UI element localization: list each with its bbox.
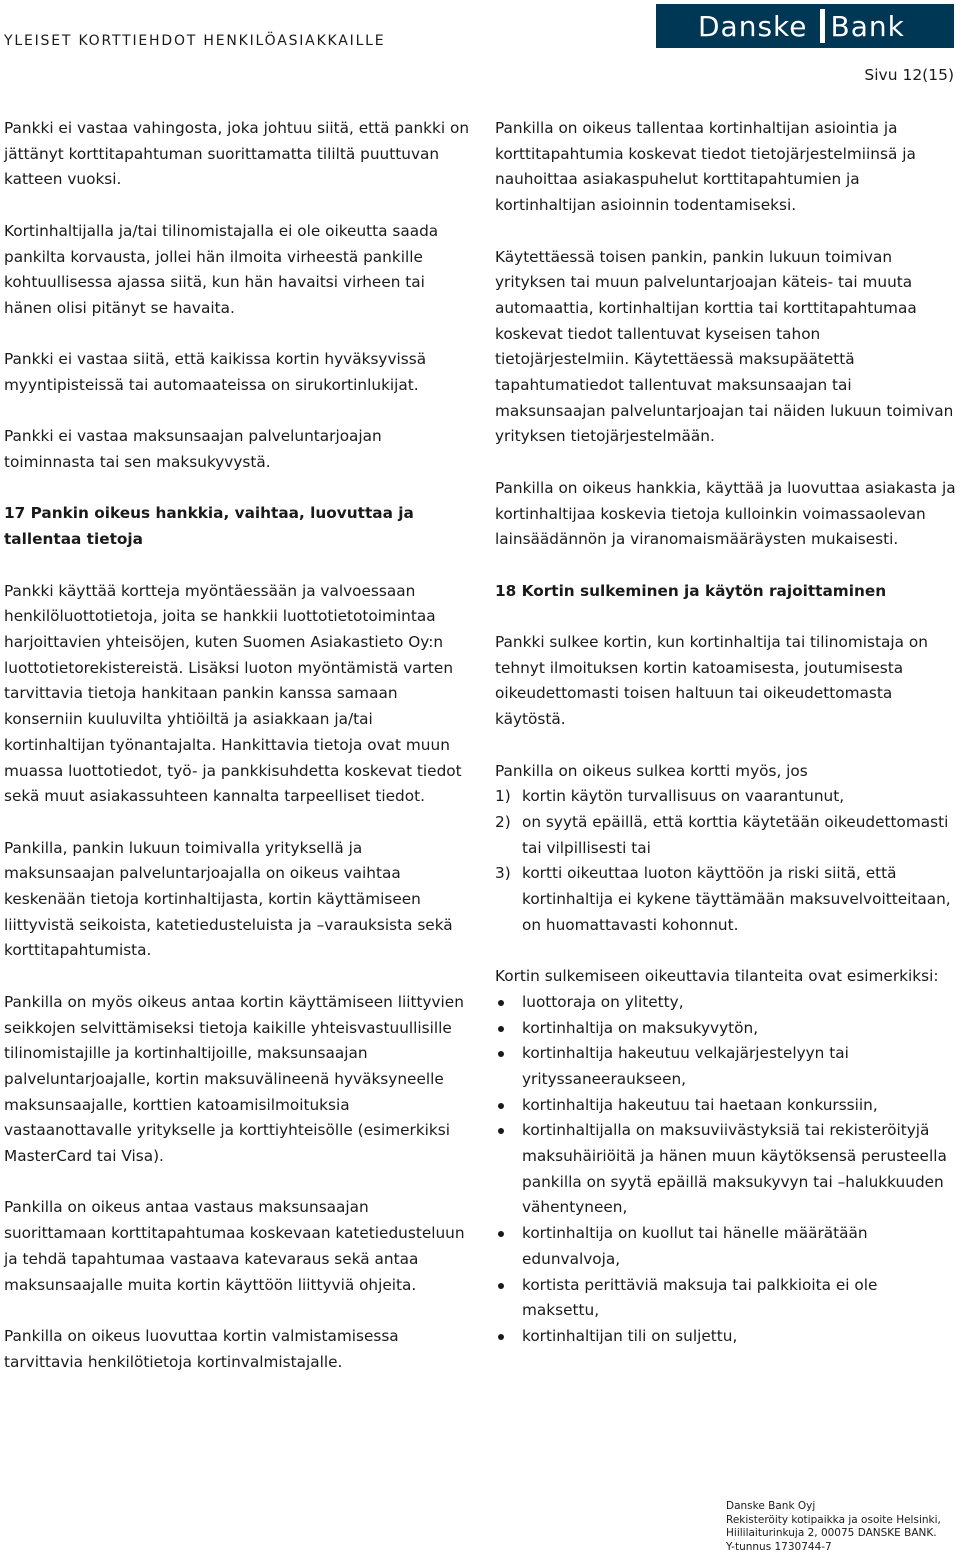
numbered-list-item	[495, 810, 957, 861]
bullet-list-item	[495, 1016, 957, 1042]
danske-bank-logo	[656, 4, 954, 48]
list-item-text: kortinhaltijan tili on suljettu,	[522, 1326, 738, 1345]
list-item-text: kortin käytön turvallisuus on vaarantunut,	[522, 787, 845, 806]
bullet-list-item	[495, 1273, 957, 1324]
section-heading-18: 18 Kortin sulkeminen ja käytön rajoittaminen	[495, 581, 887, 600]
bullet-icon	[498, 1026, 504, 1032]
bullet-list-item	[495, 1093, 957, 1119]
bullet-list-item	[495, 1118, 957, 1221]
paragraph: Pankki käyttää kortteja myöntäessään ja valvoessaan henkilöluottotietoja, joita se hankkii luottotietotoimintaa harjoittavien yhteisöjen, kuten Suomen Asiakastieto Oy:n luottotietorekistereistä. Lisäksi luoton myöntämistä varten tarvittavia tietoja hankitaan pankin kanssa samaan konserniin kuuluvilta yhtiöiltä ja asiakkaan ja/tai kortinhaltijan työnantajalta. Hankittavia tietoja ovat muun muassa luottotiedot, työ- ja pankkisuhdetta koskevat tiedot sekä muut asiakassuhteen kannalta tarpeelliset tiedot.	[4, 581, 462, 806]
paragraph: Kortinhaltijalla ja/tai tilinomistajalla ei ole oikeutta saada pankilta korvausta, jollei hän ilmoita virheestä pankille kohtuullisessa ajassa siitä, kun hän havaitsi virheen tai hänen olisi pitänyt se havaita.	[4, 221, 439, 317]
list-number: 1)	[495, 787, 511, 806]
paragraph: Pankilla on oikeus hankkia, käyttää ja luovuttaa asiakasta ja kortinhaltijaa koskevia tietoja kulloinkin voimassaolevan lainsäädännön ja viranomaismääräysten mukaisesti.	[495, 478, 956, 549]
bullet-list-item	[495, 1041, 957, 1092]
list-item-text: luottoraja on ylitetty,	[522, 992, 684, 1011]
paragraph: Pankilla on myös oikeus antaa kortin käyttämiseen liittyvien seikkojen selvittämiseksi tietoja kaikille yhteisvastuullisille tilinomistajille ja kortinhaltijoille, maksunsaajan palveluntarjoajalle, kortin maksuvälineenä hyväksyneelle maksunsaajalle, korttien katoamisilmoituksia vastaanottavalle yritykselle ja korttiyhteisölle (esimerkiksi MasterCard tai Visa).	[4, 992, 464, 1166]
bullet-icon	[498, 1103, 504, 1109]
footer-line: Y-tunnus 1730744-7	[726, 1540, 832, 1553]
bullet-icon	[498, 1000, 504, 1006]
footer-company-info	[726, 1500, 941, 1554]
paragraph: Pankki ei vastaa maksunsaajan palveluntarjoajan toiminnasta tai sen maksukyvystä.	[4, 427, 382, 472]
list-item-text: kortinhaltija hakeutuu tai haetaan konkurssiin,	[522, 1095, 878, 1114]
bullet-list	[495, 990, 957, 1350]
paragraph: Pankilla on oikeus luovuttaa kortin valmistamisessa tarvittavia henkilötietoja kortinvalmistajalle.	[4, 1326, 399, 1371]
bullet-icon	[498, 1128, 504, 1134]
footer-line: Hiililaiturinkuja 2, 00075 DANSKE BANK.	[726, 1527, 937, 1539]
bullet-list-item	[495, 1324, 957, 1350]
paragraph: Pankki sulkee kortin, kun kortinhaltija tai tilinomistaja on tehnyt ilmoituksen kortin katoamisesta, joutumisesta oikeudettomasti toisen haltuun tai oikeudettomasta käytöstä.	[495, 633, 928, 729]
footer-line: Rekisteröity kotipaikka ja osoite Helsinki,	[726, 1513, 941, 1526]
numbered-list-item	[495, 861, 957, 938]
numbered-list-item	[495, 784, 957, 810]
document-title: YLEISET KORTTIEHDOT HENKILÖASIAKKAILLE	[4, 33, 386, 49]
logo-word-bank: Bank	[830, 9, 905, 43]
list-item-text: kortinhaltija hakeutuu velkajärjestelyyn tai yrityssaneeraukseen,	[522, 1044, 849, 1088]
paragraph: Kortin sulkemiseen oikeuttavia tilanteita ovat esimerkiksi:	[495, 967, 939, 986]
list-item-text: kortinhaltija on kuollut tai hänelle määrätään edunvalvoja,	[522, 1224, 868, 1268]
list-item-text: on syytä epäillä, että korttia käytetään oikeudettomasti tai vilpillisesti tai	[522, 812, 949, 857]
right-column	[495, 116, 957, 1350]
paragraph: Pankilla, pankin lukuun toimivalla yrityksellä ja maksunsaajan palveluntarjoajalla on oikeus vaihtaa keskenään tietoja kortinhaltijasta, kortin käyttämiseen liittyvistä seikoista, katetiedusteluista ja –varauksista sekä korttitapahtumista.	[4, 838, 453, 960]
logo-word-danske: Danske	[698, 9, 808, 43]
paragraph: Pankilla on oikeus antaa vastaus maksunsaajan suorittamaan korttitapahtumaa koskevaan katetiedusteluun ja tehdä tapahtumaa vastaava katevaraus sekä antaa maksunsaajalle muita kortin käyttöön liittyviä ohjeita.	[4, 1198, 465, 1294]
list-number: 3)	[495, 864, 511, 883]
footer-line: Danske Bank Oyj	[726, 1500, 816, 1512]
page-number: Sivu 12(15)	[864, 66, 954, 84]
left-column	[4, 116, 470, 1401]
paragraph: Pankilla on oikeus sulkea kortti myös, jos	[495, 761, 808, 780]
bullet-list-item	[495, 990, 957, 1016]
bullet-icon	[498, 1334, 504, 1340]
paragraph: Käytettäessä toisen pankin, pankin lukuun toimivan yrityksen tai muun palveluntarjoajan käteis- tai muuta automaattia, kortinhaltijan korttia tai korttitapahtumaa koskevat tiedot tallentuvat kyseisen tahon tietojärjestelmiin. Käytettäessä maksupäätettä tapahtumatiedot tallentuvat maksunsaajan tai maksunsaajan palveluntarjoajan tai näiden lukuun toimivan yrityksen tietojärjestelmään.	[495, 247, 954, 446]
list-item-text: kortti oikeuttaa luoton käyttöön ja riski siitä, että kortinhaltija ei kykene täyttämään maksuvelvoitteitaan, on huomattavasti kohonnut.	[522, 864, 951, 934]
bullet-list-item	[495, 1221, 957, 1272]
section-heading-17: 17 Pankin oikeus hankkia, vaihtaa, luovuttaa ja tallentaa tietoja	[4, 504, 414, 549]
paragraph: Pankki ei vastaa vahingosta, joka johtuu siitä, että pankki on jättänyt korttitapahtuman suorittamatta tililtä puuttuvan katteen vuoksi.	[4, 119, 470, 189]
bullet-icon	[498, 1283, 504, 1289]
list-number: 2)	[495, 812, 511, 831]
list-item-text: kortista perittäviä maksuja tai palkkioita ei ole maksettu,	[522, 1275, 878, 1320]
paragraph: Pankki ei vastaa siitä, että kaikissa kortin hyväksyvissä myyntipisteissä tai automaateissa on sirukortinlukijat.	[4, 350, 427, 394]
paragraph: Pankilla on oikeus tallentaa kortinhaltijan asiointia ja korttitapahtumia koskevat tiedot tietojärjestelmiinsä ja nauhoittaa asiakaspuhelut korttitapahtumien ja kortinhaltijan asioinnin todentamiseksi.	[495, 119, 916, 215]
list-item-text: kortinhaltijalla on maksuviivästyksiä tai rekisteröityjä maksuhäiriöitä ja hänen muun käytöksensä perusteella pankilla on syytä epäillä maksukyvyn tai –halukkuuden vähentyneen,	[522, 1121, 947, 1217]
bullet-icon	[498, 1231, 504, 1237]
bullet-icon	[498, 1051, 504, 1057]
numbered-list	[495, 784, 957, 938]
logo-separator	[820, 9, 825, 43]
list-item-text: kortinhaltija on maksukyvytön,	[522, 1018, 759, 1037]
